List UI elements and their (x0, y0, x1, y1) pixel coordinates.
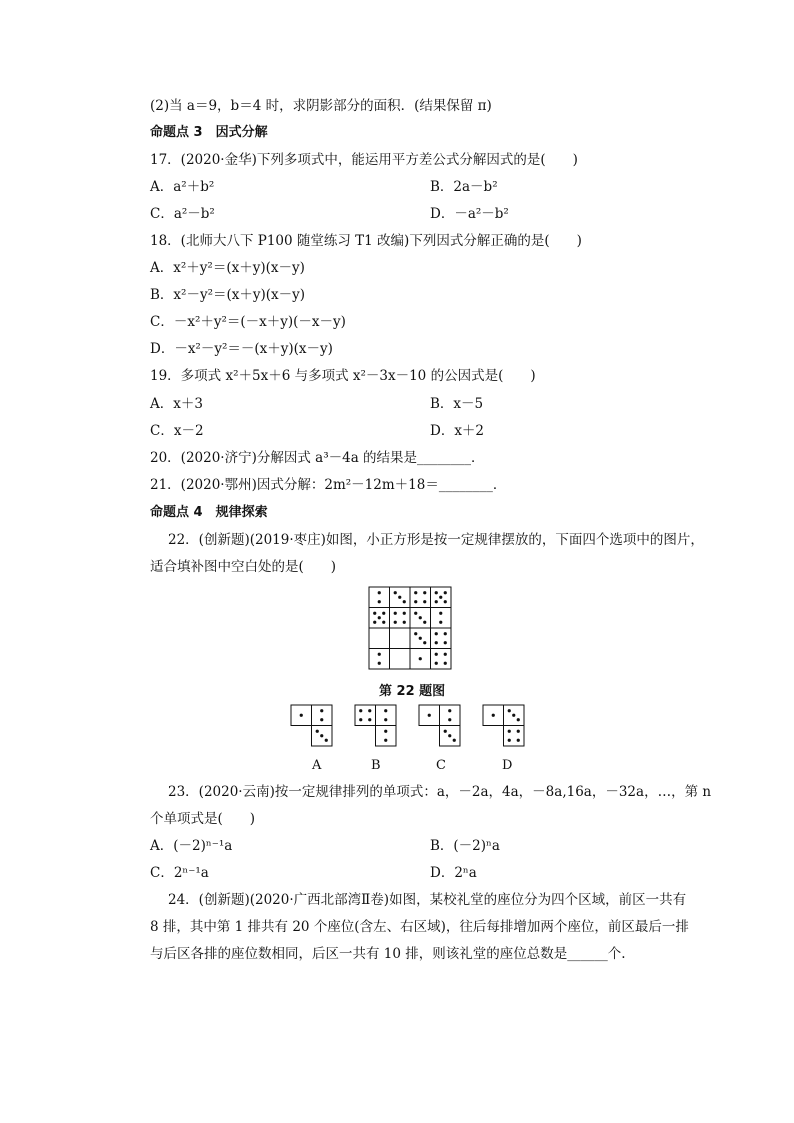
dot (325, 739, 328, 742)
choice-label-b: B (371, 758, 381, 773)
dot (444, 591, 447, 594)
dice-grid (369, 587, 451, 669)
dot (378, 600, 381, 603)
q19-option-d: D．x＋2 (430, 423, 485, 439)
piece-cell (312, 705, 333, 726)
dot (492, 714, 495, 717)
cell-frame (369, 649, 390, 670)
dot (423, 600, 426, 603)
dot (448, 709, 451, 712)
dot (444, 632, 447, 635)
dot (368, 718, 371, 721)
dot (384, 709, 387, 712)
dot (517, 739, 520, 742)
q18-option-d: D．－x²－y²＝－(x＋y)(x－y) (150, 341, 333, 357)
cell-frame (431, 608, 452, 629)
q23-option-d: D．2ⁿa (430, 865, 477, 881)
dot (435, 591, 438, 594)
q23-option-c: C．2ⁿ⁻¹a (150, 865, 209, 881)
q16-part2: (2)当 a＝9，b＝4 时，求阴影部分的面积．(结果保留 π) (150, 98, 492, 114)
figure-22-caption: 第 22 题图 (379, 684, 446, 699)
q18-option-c: C．－x²＋y²＝(－x＋y)(－x－y) (150, 314, 346, 330)
dot (435, 600, 438, 603)
q17-option-b: B．2a－b² (430, 179, 498, 195)
dot (444, 653, 447, 656)
q19-option-a: A．x＋3 (150, 396, 203, 412)
answer-piece (419, 705, 460, 746)
cell-frame (369, 628, 390, 649)
choice-label-a: A (312, 758, 322, 773)
grid-cell (369, 649, 390, 670)
dot (435, 641, 438, 644)
cell-frame (440, 705, 461, 726)
dot (419, 637, 422, 640)
q18-stem: 18．(北师大八下 P100 随堂练习 T1 改编)下列因式分解正确的是( ) (150, 233, 582, 249)
cell-frame (431, 649, 452, 670)
dot (423, 621, 426, 624)
dot (512, 714, 515, 717)
dot (359, 718, 362, 721)
dot (439, 612, 442, 615)
choice-label-d: D (502, 758, 513, 773)
dot (382, 621, 385, 624)
dot (419, 657, 422, 660)
piece-cell (291, 705, 312, 726)
dot (508, 730, 511, 733)
grid-cell (410, 608, 431, 629)
q24-stem-line1: 24．(创新题)(2020·广西北部湾Ⅱ卷)如图，某校礼堂的座位分为四个区域，前区一共有 (168, 892, 687, 908)
grid-cell (390, 608, 411, 629)
dot (435, 653, 438, 656)
dot (403, 612, 406, 615)
dot (508, 739, 511, 742)
dot (444, 600, 447, 603)
q23-stem-line2: 个单项式是( ) (150, 811, 256, 827)
dot (439, 621, 442, 624)
cell-frame (390, 628, 411, 649)
q17-option-c: C．a²－b² (150, 206, 215, 222)
dot (320, 734, 323, 737)
answer-choices-figure (290, 704, 535, 752)
cell-frame (312, 705, 333, 726)
dot (378, 653, 381, 656)
dot (453, 739, 456, 742)
dot (373, 612, 376, 615)
dot (394, 621, 397, 624)
grid-cell (390, 628, 411, 649)
answer-pieces (291, 705, 524, 746)
dot (378, 662, 381, 665)
cell-frame (355, 705, 376, 726)
dot (359, 709, 362, 712)
q19-option-c: C．x－2 (150, 423, 204, 439)
grid-cell (369, 628, 390, 649)
dot (384, 718, 387, 721)
grid-cell (369, 587, 390, 608)
dot (414, 612, 417, 615)
dot (414, 600, 417, 603)
dot (378, 591, 381, 594)
grid-cell (431, 649, 452, 670)
dot (368, 709, 371, 712)
dot (508, 709, 511, 712)
piece-cell (312, 726, 333, 747)
dot (394, 591, 397, 594)
grid-cell (369, 608, 390, 629)
dot (414, 632, 417, 635)
grid-cell (410, 649, 431, 670)
piece-cell (376, 705, 397, 726)
section-3-title: 命题点 3 因式分解 (150, 125, 268, 140)
dot (517, 730, 520, 733)
cell-frame (369, 587, 390, 608)
piece-cell (419, 705, 440, 726)
section-4-title: 命题点 4 规律探索 (150, 505, 268, 520)
dot (419, 616, 422, 619)
piece-cell (504, 726, 525, 747)
q18-option-b: B．x²－y²＝(x＋y)(x－y) (150, 287, 306, 303)
cell-frame (504, 726, 525, 747)
q18-option-a: A．x²＋y²＝(x＋y)(x－y) (150, 260, 305, 276)
q17-stem: 17．(2020·金华)下列多项式中，能运用平方差公式分解因式的是( ) (150, 152, 578, 168)
dot (448, 734, 451, 737)
q22-stem-line2: 适合填补图中空白处的是( ) (150, 559, 337, 575)
piece-cell (504, 705, 525, 726)
answer-piece (355, 705, 396, 746)
dot (300, 714, 303, 717)
grid-cell (410, 628, 431, 649)
q24-stem-line2: 8 排，其中第 1 排共有 20 个座位(含左、右区域)，往后每排增加两个座位，前区最后一排 (150, 919, 689, 935)
piece-cell (483, 705, 504, 726)
dot (444, 662, 447, 665)
q23-option-b: B．(－2)ⁿa (430, 838, 500, 854)
dot (423, 641, 426, 644)
dot (398, 596, 401, 599)
piece-cell (376, 726, 397, 747)
piece-cell (440, 726, 461, 747)
grid-cell (431, 628, 452, 649)
q23-option-a: A．(－2)ⁿ⁻¹a (150, 838, 233, 854)
piece-cell (355, 705, 376, 726)
choice-label-c: C (436, 758, 446, 773)
dot (444, 730, 447, 733)
q17-option-d: D．－a²－b² (430, 206, 509, 222)
answer-piece (291, 705, 332, 746)
grid-cell (390, 649, 411, 670)
cell-frame (376, 726, 397, 747)
dot (414, 591, 417, 594)
q20-stem: 20．(2020·济宁)分解因式 a³－4a 的结果是________． (150, 450, 485, 466)
dice-grid-figure (368, 586, 454, 672)
dot (439, 596, 442, 599)
dot (428, 714, 431, 717)
q22-stem-line1: 22．(创新题)(2019·枣庄)如图，小正方形是按一定规律摆放的，下面四个选项中的图片， (168, 532, 704, 548)
grid-cell (410, 587, 431, 608)
dot (394, 612, 397, 615)
dot (316, 730, 319, 733)
cell-frame (431, 628, 452, 649)
dot (423, 591, 426, 594)
dot (448, 718, 451, 721)
cell-frame (376, 705, 397, 726)
dot (444, 641, 447, 644)
cell-frame (390, 649, 411, 670)
q24-stem-line3: 与后区各排的座位数相同，后区一共有 10 排，则该礼堂的座位总数是______个. (150, 946, 626, 962)
q19-stem: 19．多项式 x²＋5x＋6 与多项式 x²－3x－10 的公因式是( ) (150, 368, 536, 384)
dot (384, 730, 387, 733)
dot (378, 616, 381, 619)
q19-option-b: B．x－5 (430, 396, 484, 412)
dot (403, 600, 406, 603)
grid-cell (431, 608, 452, 629)
dot (517, 718, 520, 721)
grid-cell (431, 587, 452, 608)
answer-piece (483, 705, 524, 746)
dot (403, 621, 406, 624)
dot (320, 718, 323, 721)
cell-frame (390, 608, 411, 629)
dot (384, 739, 387, 742)
grid-cell (390, 587, 411, 608)
dot (373, 621, 376, 624)
dot (435, 632, 438, 635)
dot (435, 662, 438, 665)
q23-stem-line1: 23．(2020·云南)按一定规律排列的单项式：a，－2a，4a，－8a,16a，－32a，…，第 n (168, 784, 712, 800)
piece-cell (440, 705, 461, 726)
q21-stem: 21．(2020·鄂州)因式分解：2m²－12m＋18＝________． (150, 477, 507, 493)
dot (320, 709, 323, 712)
cell-frame (410, 587, 431, 608)
dot (382, 612, 385, 615)
q17-option-a: A．a²＋b² (150, 179, 215, 195)
